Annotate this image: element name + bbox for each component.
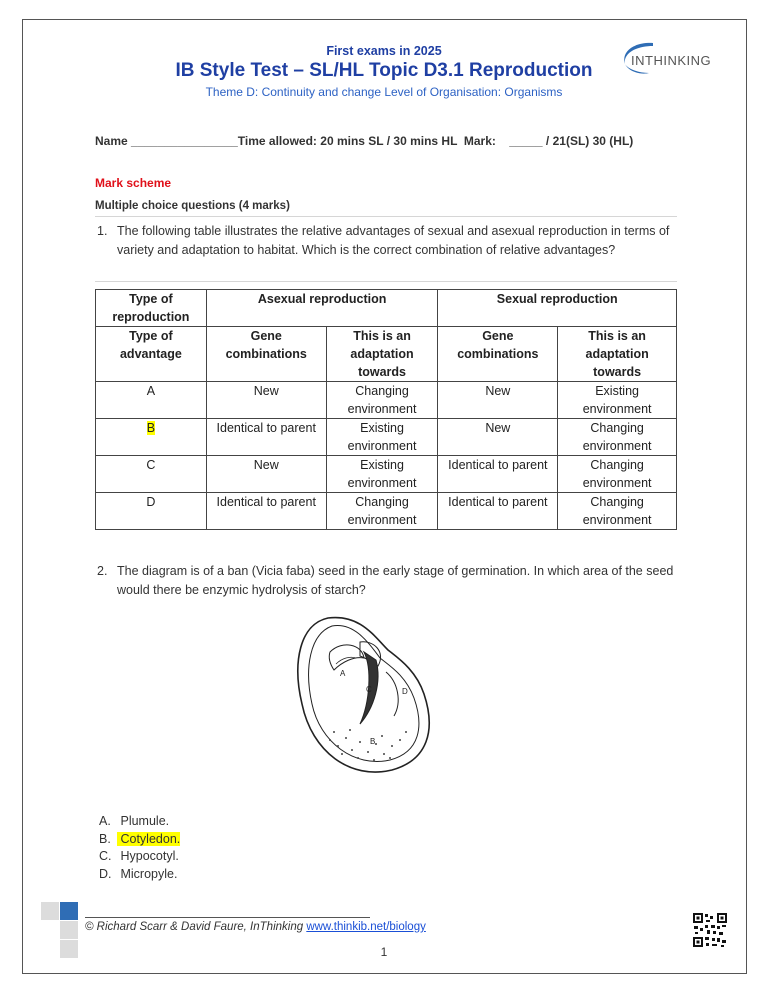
cell: Changing environment xyxy=(558,493,677,530)
advantages-table xyxy=(95,289,677,530)
type-of-reproduction-header: Type of reproduction xyxy=(96,290,207,327)
table-row xyxy=(96,290,677,327)
option-text: Hypocotyl. xyxy=(120,849,179,863)
cell: Identical to parent xyxy=(206,419,326,456)
row-label: A xyxy=(96,382,207,419)
cell: Identical to parent xyxy=(206,493,326,530)
footer-rule xyxy=(85,917,370,918)
diagram-label-b: B xyxy=(370,737,376,746)
adaptation-header: This is an adaptation towards xyxy=(326,327,438,382)
cell: Existing environment xyxy=(326,456,438,493)
option-letter: D. xyxy=(99,866,112,881)
option-a xyxy=(99,813,180,831)
table-row xyxy=(96,419,677,456)
option-text: Cotyledon. xyxy=(120,831,181,846)
option-letter: A. xyxy=(99,814,111,828)
footer-square xyxy=(60,921,78,939)
theme-line: Theme D: Continuity and change Level of Organisation: Organisms xyxy=(205,85,563,99)
page-title: IB Style Test – SL/HL Topic D3.1 Reproduction xyxy=(175,60,593,81)
correct-answer-highlight: B xyxy=(146,421,156,435)
option-text: Plumule. xyxy=(120,814,170,828)
copyright-line xyxy=(85,921,426,933)
question-2-text: The diagram is of a ban (Vicia faba) seed in the early stage of germination. In which area of the seed would there be enzymic hydrolysis of starch? xyxy=(117,564,674,597)
cell: Changing environment xyxy=(326,382,438,419)
question-1-text: The following table illustrates the relative advantages of sexual and asexual reproduction in terms of variety and adaptation to habitat. Which is the correct combination of relative advantages? xyxy=(117,224,670,257)
row-label: C xyxy=(96,456,207,493)
cell: Existing environment xyxy=(558,382,677,419)
type-of-advantage-header: Type of advantage xyxy=(96,327,207,382)
gene-combinations-header: Gene combinations xyxy=(206,327,326,382)
option-b xyxy=(99,831,181,849)
logo-text: INTHINKING xyxy=(631,53,712,68)
divider xyxy=(95,216,677,217)
mcq-heading: Multiple choice questions (4 marks) xyxy=(95,200,290,212)
option-letter: C. xyxy=(99,849,112,863)
mark-scheme-heading: Mark scheme xyxy=(95,176,172,190)
bean-seed-diagram xyxy=(290,612,440,782)
sexual-header: Sexual reproduction xyxy=(438,290,677,327)
option-d xyxy=(99,866,180,884)
question-2 xyxy=(97,562,677,600)
footer-square xyxy=(41,902,59,920)
cell: New xyxy=(438,382,558,419)
cell: Identical to parent xyxy=(438,456,558,493)
cell: New xyxy=(206,382,326,419)
cell: Changing environment xyxy=(558,419,677,456)
thinkib-link[interactable]: www.thinkib.net/biology xyxy=(306,921,426,933)
divider xyxy=(95,281,677,282)
diagram-label-a: A xyxy=(340,669,346,678)
question-1 xyxy=(97,222,677,260)
option-text: Micropyle. xyxy=(120,866,178,881)
diagram-label-c: C xyxy=(366,685,372,694)
copyright-text: © Richard Scarr & David Faure, InThinking xyxy=(85,921,307,933)
cell: New xyxy=(206,456,326,493)
question-2-options xyxy=(99,813,181,883)
table-row xyxy=(96,327,677,382)
adaptation-header: This is an adaptation towards xyxy=(558,327,677,382)
cell: Changing environment xyxy=(326,493,438,530)
cell: Existing environment xyxy=(326,419,438,456)
cell: New xyxy=(438,419,558,456)
first-exams-label: First exams in 2025 xyxy=(326,44,442,58)
diagram-label-d: D xyxy=(402,687,408,696)
page-number: 1 xyxy=(380,945,388,959)
option-letter: B. xyxy=(99,831,111,846)
row-label: D xyxy=(96,493,207,530)
cell: Changing environment xyxy=(558,456,677,493)
table-row xyxy=(96,493,677,530)
correct-answer-highlight xyxy=(99,831,181,846)
question-1-number: 1. xyxy=(97,224,108,238)
asexual-header: Asexual reproduction xyxy=(206,290,438,327)
option-c xyxy=(99,848,180,866)
name-time-mark-line: Name ________________Time allowed: 20 mins SL / 30 mins HL Mark: _____ / 21(SL) 30 (HL) xyxy=(95,134,634,148)
row-label-cell xyxy=(96,419,207,456)
qr-code-icon[interactable] xyxy=(692,912,728,948)
footer-square-blue xyxy=(60,902,78,920)
inthinking-logo xyxy=(619,40,731,76)
cell: Identical to parent xyxy=(438,493,558,530)
table-row xyxy=(96,456,677,493)
gene-combinations-header: Gene combinations xyxy=(438,327,558,382)
question-2-number: 2. xyxy=(97,564,108,578)
table-row xyxy=(96,382,677,419)
